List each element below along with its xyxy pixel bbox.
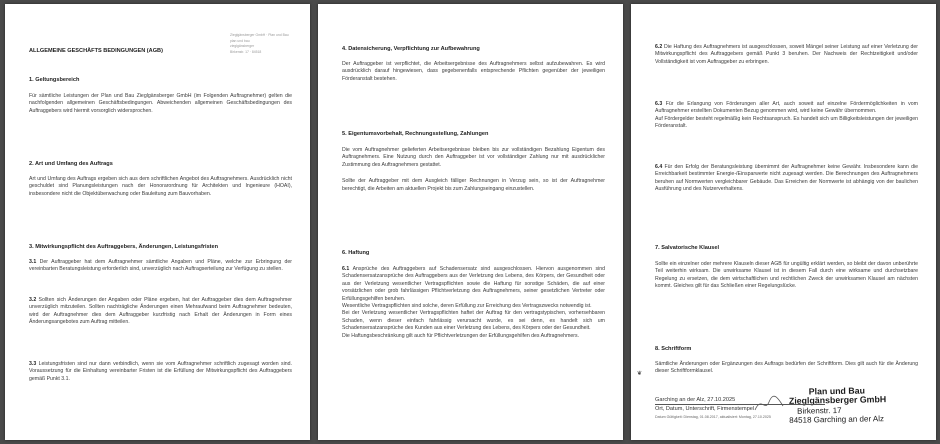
paragraph: Die Haftungsbeschränkung gilt auch für Pflichtverletzungen der Erfüllungsgehilfen des Auftragnehmers. (342, 332, 580, 339)
clause-text: Der Auftraggeber hat dem Auftragnehmer sämtliche Angaben und Pläne, welche zur Erbringung der vereinbarten Beratungsleistung erforderlich sind, unverzüglich nach Auftragserteilung zur Verfügung zu stellen. (29, 259, 292, 273)
letterhead-line: Zieglgänsberger GmbH · Plan und Bau (230, 33, 289, 37)
clause-text: Ansprüche des Auftraggebers auf Schadensersatz sind ausgeschlossen. Hiervon ausgenommen sind Schadensersatzansprüche des Auftraggebers aus der Verletzung des Lebens, des Körpers, der Gesundheit oder aus der Verletzung wesentlicher Vertragspflichten sowie die Haftung für sonstige Schäden, die auf einer vorsätzlichen oder grob fahrlässigen Pflichtverletzung des Auftragnehmers, seiner gesetzlichen Vertreter oder Erfüllungsgehilfen beruhen. (342, 266, 606, 302)
clause-text: Für den Erfolg der Beratungsleistung übernimmt der Auftragnehmer keine Gewähr. Insbesondere kann die Erreichbarkeit bestimmter Energie-/Einsparwerte nicht zugesagt werden. Die Berechnungen des Auftragnehmers beruhen auf Normwerten vergleichbarer Gebäude. Das Erreichen der Normwerte ist abhängig von der baulichen Ausführung und des Nutzerverhaltens. (655, 164, 918, 193)
paragraph: Sämtliche Änderungen oder Ergänzungen des Auftrags bedürfen der Schriftform. Dies gilt auch für die Änderung dieser Schriftformklausel. (655, 361, 918, 375)
section-1-heading: 1. Geltungsbereich (29, 77, 80, 83)
clause-number: 6.1 (342, 266, 350, 272)
section-3-3 (29, 361, 292, 388)
section-6-3 (655, 101, 918, 131)
paragraph: Auf Fördergelder besteht regelmäßig kein Rechtsanspruch. Es handelt sich um Billigkeitsleistungen der jeweiligen Förderanstalt. (655, 115, 918, 130)
section-6-4 (655, 164, 918, 199)
paragraph: Wesentliche Vertragspflichten sind solche, deren Erfüllung zur Erreichung des Vertragszwecks notwendig ist. (342, 303, 592, 310)
stamp-line: 84518 Garching an der Alz (789, 414, 885, 426)
signature-label: Ort, Datum, Unterschrift, Firmenstempel (655, 406, 755, 412)
validity-note: Datum Gültigkeit: Dienstag, 01.08.2017, aktualisiert: Montag, 27.10.2025 (655, 415, 771, 419)
letterhead (230, 33, 289, 55)
section-7-text (655, 261, 918, 296)
section-7-heading: 7. Salvatorische Klausel (655, 245, 720, 251)
paragraph: Der Auftraggeber ist verpflichtet, die Arbeitsergebnisse des Auftragnehmers selbst aufzubewahren. Es wird ausdrücklich darauf hingewiesen, dass gegebenenfalls entsprechende Pflichten gegenüber der jeweiligen Förderanstalt bestehen. (342, 61, 605, 82)
paragraph: Die vom Auftragnehmer gelieferten Arbeitsergebnisse bleiben bis zur vollständigen Bezahlung Eigentum des Auftragnehmers. Eine Nutzung durch den Auftraggeber ist vor vollständiger Zahlung nur mit ausdrücklicher Zustimmung des Auftragnehmers gestattet. (342, 147, 605, 168)
clause-number: 3.1 (29, 259, 37, 265)
signature-line (655, 404, 825, 405)
section-6-heading: 6. Haftung (342, 250, 370, 256)
clause-text: Leistungsfristen sind nur dann verbindlich, wenn sie vom Auftragnehmer schriftlich zugesagt worden sind. Voraussetzung für die Einhaltung vereinbarter Fristen ist die Erfüllung der Mitwirkungspflicht des Auftraggebers gemäß Punkt 3.1. (29, 361, 292, 382)
document-title: ALLGEMEINE GESCHÄFTS BEDINGUNGEN (AGB) (29, 48, 163, 54)
paragraph: Art und Umfang des Auftrags ergeben sich aus dem schriftlichen Angebot des Auftragnehmers. Ausdrücklich nicht geschuldet sind Planungsleistungen nach der Honorarordnung für Architekten und Ingenieure (HOAI), insbesondere nicht die Objektüberwachung oder Bauleitung zum Bauvorhaben. (29, 176, 292, 197)
clause-text: Sollten sich Änderungen der Angaben oder Pläne ergeben, hat der Auftraggeber dies dem Auftragnehmer unverzüglich mitzuteilen. Sollten nachträgliche Änderungen einen Mehraufwand beim Auftragnehmer bedeuten, wird der Auftragnehmer dies dem Auftraggeber kurzfristig nach Erhalt der Änderungen in Form eines Änderungsangebotes zum Auftrag mitteilen. (29, 297, 292, 326)
paragraph: Für sämtliche Leistungen der Plan und Bau Zieglgänsberger GmbH (im Folgenden Auftragnehmer) gelten die nachfolgenden allgemeinen Geschäftsbedingungen. Abweichenden allgemeinen Geschäftsbedingungen des Auftraggebers wird hiermit vorsorglich widersprochen. (29, 93, 292, 114)
stamp-line: Plan und Bau (808, 385, 866, 397)
clause-number: 6.4 (655, 164, 663, 170)
paragraph: Bei der Verletzung wesentlicher Vertragspflichten haftet der Auftrag für den vertragstypischen, vorhersehbaren Schaden, wenn dieser einfach fahrlässig verursacht wurde, es sei denn, es handelt sich um Schadensersatzansprüche des Kunden aus einer Verletzung des Lebens, des Körpers oder der Gesundheit. (342, 310, 605, 332)
document-page-2 (318, 4, 623, 440)
section-8-heading: 8. Schriftform (655, 346, 692, 352)
section-8-text (655, 361, 918, 381)
signature-place-date: Garching an der Alz, 27.10.2025 (655, 397, 736, 403)
section-1-text (29, 93, 292, 120)
section-5-heading: 5. Eigentumsvorbehalt, Rechnungsstellung, Zahlungen (342, 131, 489, 137)
section-6-2 (655, 44, 918, 71)
signature-scribble (753, 392, 785, 414)
letterhead-line: plan und bau (230, 38, 250, 43)
clause-text: Die Haftung des Auftragnehmers ist ausgeschlossen, soweit Mängel seiner Leistung auf einer Verletzung der Mitwirkungspflicht des Auftraggebers gemäß Punkt 3 beruhen. Der Nachweis der Rechtzeitigkeit und/oder Vollständigkeit ist vom Auftraggeber zu erbringen. (655, 44, 918, 65)
section-3-2 (29, 297, 292, 332)
clause-text: Für die Erlangung von Förderungen aller Art, auch soweit auf einzelne Fördermöglichkeiten in vom Auftragnehmer erstellten Dokumenten Bezug genommen wird, wird keine Gewähr übernommen. (655, 101, 918, 115)
document-page-1 (5, 4, 310, 440)
stamp-line: Zieglgänsberger GmbH (788, 394, 887, 407)
paragraph: Sollte ein einzelner oder mehrere Klauseln dieser AGB für ungültig erklärt werden, so bleibt der davon unberührte Teil weiterhin wirksam. Die unwirksame Klausel ist in diesem Fall durch eine wirksame und durchsetzbare Regelung zu ersetzen, die dem wirtschaftlichen und rechtlichen Zweck der unwirksamen Klausel am nächsten kommt. Gleiches gilt für das Schließen einer Regelungslücke. (655, 261, 918, 290)
clause-number: 3.3 (29, 361, 37, 367)
clause-number: 3.2 (29, 297, 37, 303)
section-3-heading: 3. Mitwirkungspflicht des Auftraggebers, Änderungen, Leistungsfristen (29, 244, 219, 250)
company-stamp (789, 386, 887, 425)
clause-number: 6.2 (655, 44, 663, 50)
paragraph: Sollte der Auftraggeber mit dem Ausgleich fälliger Rechnungen in Verzug sein, so ist der Auftragnehmer berechtigt, die Arbeiten am aktuellen Projekt bis zum Zahlungseingang einzustellen. (342, 178, 605, 192)
margin-mark: ❦ (637, 371, 643, 377)
letterhead-line: zieglgänsberger (230, 44, 255, 49)
section-4-text (342, 61, 605, 88)
section-3-1 (29, 259, 292, 279)
section-6-1 (342, 266, 605, 340)
section-2-heading: 2. Art und Umfang des Auftrags (29, 161, 113, 167)
section-5-text (342, 147, 605, 198)
stamp-line: Birkenstr. 17 (797, 405, 842, 416)
document-page-3 (631, 4, 936, 440)
section-4-heading: 4. Datensicherung, Verpflichtung zur Aufbewahrung (342, 46, 480, 52)
clause-number: 6.3 (655, 101, 663, 107)
section-2-text (29, 176, 292, 203)
letterhead-line: Birkenstr. 17 · 84518 (230, 49, 262, 54)
